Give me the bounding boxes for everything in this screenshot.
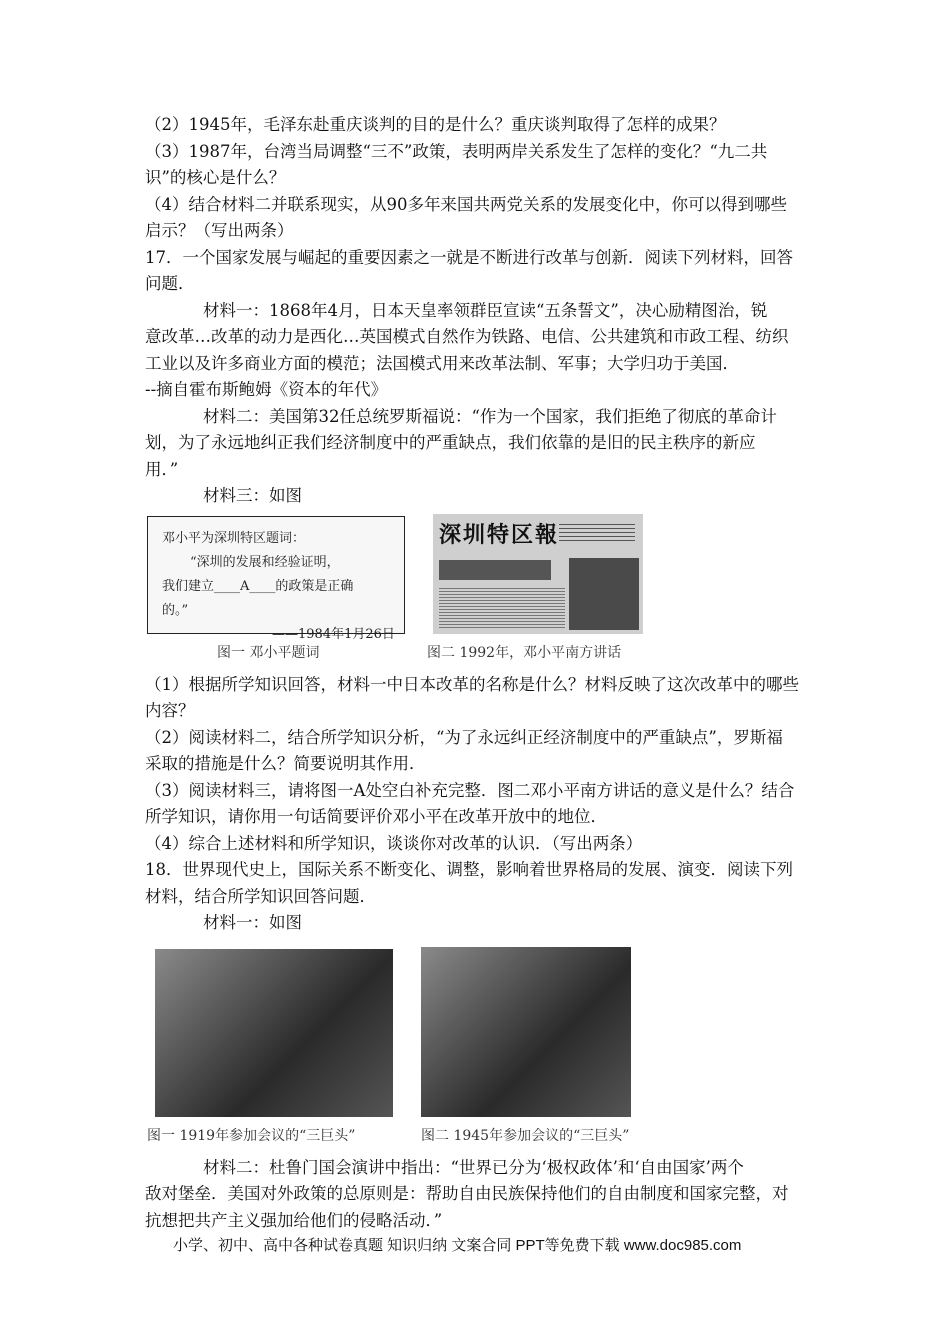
photo-1919-big-three [155,949,393,1117]
figure-1-caption-q18: 图一 1919年参加会议的“三巨头” [147,1127,356,1144]
photo-1945-big-three [421,947,631,1117]
inscription-line4: 的。” [162,602,189,618]
material-1-line3: 工业以及许多商业方面的模范；法国模式用来改革法制、军事；大学归功于美国． [145,353,739,373]
question-16-2: （2）1945年，毛泽东赴重庆谈判的目的是什么？重庆谈判取得了怎样的成果？ [145,115,726,134]
page-footer: 小学、初中、高中各种试卷真题 知识归纳 文案合同 PPT等免费下载 www.doc985.com [173,1237,742,1254]
inscription-image [147,516,405,642]
newspaper-photo [569,558,639,630]
inscription-line2: “深圳的发展和经验证明， [190,554,340,570]
question-17-line1: 17．一个国家发展与崛起的重要因素之一就是不断进行改革与创新．阅读下列材料，回答 [145,247,793,267]
inscription-date: ——1984年1月26日 [272,626,395,642]
material-2-line3: 用．” [145,459,179,479]
question-16-4-line1: （4）结合材料二并联系现实，从90多年来国共两党关系的发展变化中，你可以得到哪些 [145,194,787,214]
inscription-line3: 我们建立____A____的政策是正确 [162,578,354,594]
figure-2-caption-q18: 图二 1945年参加会议的“三巨头” [421,1127,630,1144]
question-18-line1: 18．世界现代史上，国际关系不断变化、调整，影响着世界格局的发展、演变．阅读下列 [145,860,793,879]
sub-question-2-line2: 采取的措施是什么？简要说明其作用． [145,754,426,773]
sub-question-3-line1: （3）阅读材料三，请将图一A处空白补充完整．图二邓小平南方讲话的意义是什么？结合 [145,780,795,800]
figure-big-three [145,941,805,1149]
inscription-line1: 邓小平为深圳特区题词： [162,530,306,546]
document-page [145,112,805,1258]
sub-question-2-line1: （2）阅读材料二，结合所学知识分析，“为了永远纠正经济制度中的严重缺点”，罗斯福 [145,727,783,747]
question-16-3-line2: 识”的核心是什么？ [145,168,286,187]
question-16-3-line1: （3）1987年，台湾当局调整“三不”政策，表明两岸关系发生了怎样的变化？“九二共 [145,141,768,161]
sub-question-1-line2: 内容？ [145,701,195,720]
material-2-q18-line1: 材料二：杜鲁门国会演讲中指出：“世界已分为‘极权政体’和‘自由国家’两个 [203,1157,744,1177]
newspaper-header-lines [559,524,635,542]
material-2-line2: 划，为了永远地纠正我们经济制度中的严重缺点，我们依靠的是旧的民主秩序的新应 [145,433,756,452]
figure-deng-inscription-and-newspaper [145,514,805,664]
material-1-line2: 意改革…改革的动力是西化…英国模式自然作为铁路、电信、公共建筑和市政工程、纺织 [145,327,789,346]
sub-question-4: （4）综合上述材料和所学知识，谈谈你对改革的认识．（写出两条） [145,833,643,853]
question-18-line2: 材料，结合所学知识回答问题． [145,886,376,906]
figure-1-caption: 图一 邓小平题词 [217,644,320,661]
sub-question-3-line2: 所学知识，请你用一句话简要评价邓小平在改革开放中的地位． [145,807,607,826]
material-2-line1: 材料二：美国第32任总统罗斯福说：“作为一个国家，我们拒绝了彻底的革命计 [203,406,777,426]
newspaper-masthead: 深圳特区報 [439,521,560,548]
newspaper-text-columns [439,588,565,628]
figure-2-caption: 图二 1992年，邓小平南方讲话 [427,644,622,661]
material-1-line1: 材料一：1868年4月，日本天皇率领群臣宣读“五条誓文”，决心励精图治，锐 [203,300,768,320]
newspaper-headline [439,560,551,580]
question-17-line2: 问题． [145,274,195,293]
question-16-4-line2: 启示？（写出两条） [145,221,294,240]
material-1-source: --摘自霍布斯鲍姆《资本的年代》 [145,380,388,399]
material-3-label: 材料三：如图 [203,486,302,505]
material-2-q18-line3: 抗想把共产主义强加给他们的侵略活动．” [145,1210,443,1230]
sub-question-1-line1: （1）根据所学知识回答，材料一中日本改革的名称是什么？材料反映了这次改革中的哪些 [145,674,799,694]
material-2-q18-line2: 敌对堡垒．美国对外政策的总原则是：帮助自由民族保持他们的自由制度和国家完整，对 [145,1184,789,1203]
newspaper-image [433,514,643,634]
material-1-label-q18: 材料一：如图 [203,913,302,932]
